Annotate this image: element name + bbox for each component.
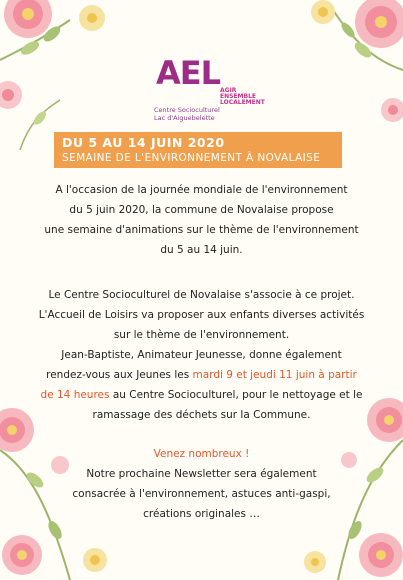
- logo-org-line-1: Centre Socioculturel: [154, 106, 220, 114]
- text-line: du 5 au 14 juin.: [160, 244, 243, 256]
- logo-letters: AEL: [156, 54, 221, 92]
- text-line: [20, 365, 383, 385]
- text-line: [20, 385, 383, 405]
- highlighted-time: de 14 heures: [40, 389, 110, 401]
- title-banner: [54, 132, 342, 168]
- program-paragraph: [20, 285, 383, 425]
- text-line: du 5 juin 2020, la commune de Novalaise propose: [69, 204, 334, 216]
- text-line: une semaine d'animations sur le thème de l'environnement: [44, 224, 359, 236]
- text-line: Notre prochaine Newsletter sera également: [86, 468, 317, 480]
- text-line: sur le thème de l'environnement.: [113, 329, 290, 341]
- text-line: ramassage des déchets sur la Commune.: [92, 409, 311, 421]
- banner-subtitle: SEMAINE DE L'ENVIRONNEMENT À NOVALAISE: [62, 152, 321, 164]
- closing-paragraph: [20, 444, 383, 524]
- ael-logo: [150, 50, 265, 130]
- logo-org-line-2: Lac d'Aiguebelette: [154, 114, 215, 122]
- text-line: créations originales …: [143, 508, 260, 520]
- banner-dates: DU 5 AU 14 JUIN 2020: [62, 135, 225, 150]
- logo-org-name: [154, 106, 220, 122]
- text-segment: au Centre Socioculturel, pour le nettoyage et le: [109, 389, 363, 401]
- call-to-action: Venez nombreux !: [153, 448, 250, 460]
- text-segment: rendez-vous aux Jeunes les: [46, 369, 193, 381]
- text-line: Le Centre Socioculturel de Novalaise s'associe à ce projet.: [48, 289, 355, 301]
- text-line: consacrée à l'environnement, astuces anti-gaspi,: [72, 488, 331, 500]
- floral-decoration-top-right: [253, 0, 403, 140]
- logo-tagline: AGIR ENSEMBLE LOCALEMENT: [220, 87, 265, 106]
- text-line: L'Accueil de Loisirs va proposer aux enfants diverses activités: [38, 309, 365, 321]
- text-line: A l'occasion de la journée mondiale de l'environnement: [55, 184, 348, 196]
- intro-paragraph: [20, 180, 383, 260]
- text-line: Jean-Baptiste, Animateur Jeunesse, donne également: [61, 349, 342, 361]
- highlighted-dates: mardi 9 et jeudi 11 juin à partir: [192, 369, 357, 381]
